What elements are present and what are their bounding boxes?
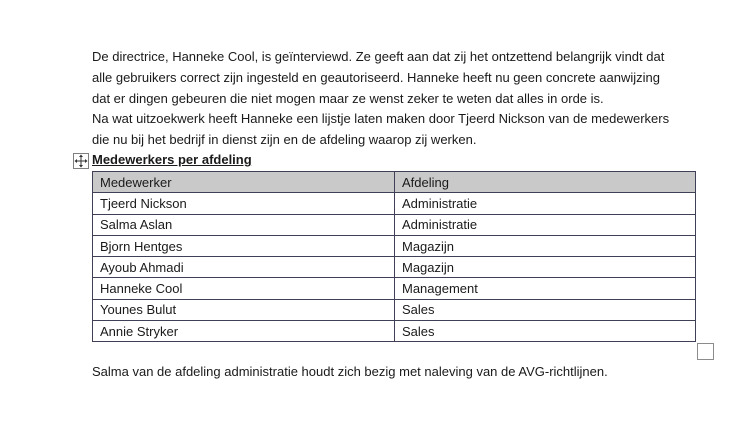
table-row bbox=[93, 193, 696, 214]
employee-cell[interactable]: Hanneke Cool bbox=[93, 278, 395, 299]
column-header-department[interactable]: Afdeling bbox=[395, 172, 696, 193]
intro-line: De directrice, Hanneke Cool, is geïnterviewd. Ze geeft aan dat zij het ontzettend belangrijk vindt dat bbox=[92, 49, 665, 64]
table-row bbox=[93, 214, 696, 235]
employee-table bbox=[92, 171, 696, 342]
employee-cell[interactable]: Ayoub Ahmadi bbox=[93, 257, 395, 278]
intro-line: die nu bij het bedrijf in dienst zijn en de afdeling waarop zij werken. bbox=[92, 132, 477, 148]
table-row bbox=[93, 299, 696, 320]
intro-line: Na wat uitzoekwerk heeft Hanneke een lijstje laten maken door Tjeerd Nickson van de medewerkers bbox=[92, 111, 670, 127]
column-header-employee[interactable]: Medewerker bbox=[93, 172, 395, 193]
department-cell[interactable]: Magazijn bbox=[395, 257, 696, 278]
department-cell[interactable]: Sales bbox=[395, 321, 696, 342]
department-cell[interactable]: Magazijn bbox=[395, 235, 696, 256]
employee-cell[interactable]: Younes Bulut bbox=[93, 299, 395, 320]
table-row bbox=[93, 235, 696, 256]
table-row bbox=[93, 257, 696, 278]
table-move-handle[interactable] bbox=[73, 153, 89, 169]
department-cell[interactable]: Management bbox=[395, 278, 696, 299]
table-row bbox=[93, 321, 696, 342]
move-arrows-icon bbox=[74, 154, 88, 168]
employee-cell[interactable]: Annie Stryker bbox=[93, 321, 395, 342]
employee-cell[interactable]: Bjorn Hentges bbox=[93, 235, 395, 256]
employee-cell[interactable]: Salma Aslan bbox=[93, 214, 395, 235]
intro-paragraph[interactable] bbox=[92, 47, 702, 151]
department-cell[interactable]: Administratie bbox=[395, 193, 696, 214]
table-caption[interactable]: Medewerkers per afdeling bbox=[92, 152, 252, 167]
document-body bbox=[92, 47, 702, 151]
department-cell[interactable]: Sales bbox=[395, 299, 696, 320]
employee-cell[interactable]: Tjeerd Nickson bbox=[93, 193, 395, 214]
table-header-row bbox=[93, 172, 696, 193]
intro-line: alle gebruikers correct zijn ingesteld en geautoriseerd. Hanneke heeft nu geen concrete aanwijzing bbox=[92, 69, 661, 85]
table-resize-handle[interactable] bbox=[697, 343, 714, 360]
department-cell[interactable]: Administratie bbox=[395, 214, 696, 235]
footer-paragraph[interactable]: Salma van de afdeling administratie houdt zich bezig met naleving van de AVG-richtlijnen. bbox=[92, 364, 608, 379]
table-row bbox=[93, 278, 696, 299]
intro-line: dat er dingen gebeuren die niet mogen maar ze wenst zeker te weten dat alles in orde is. bbox=[92, 90, 604, 106]
